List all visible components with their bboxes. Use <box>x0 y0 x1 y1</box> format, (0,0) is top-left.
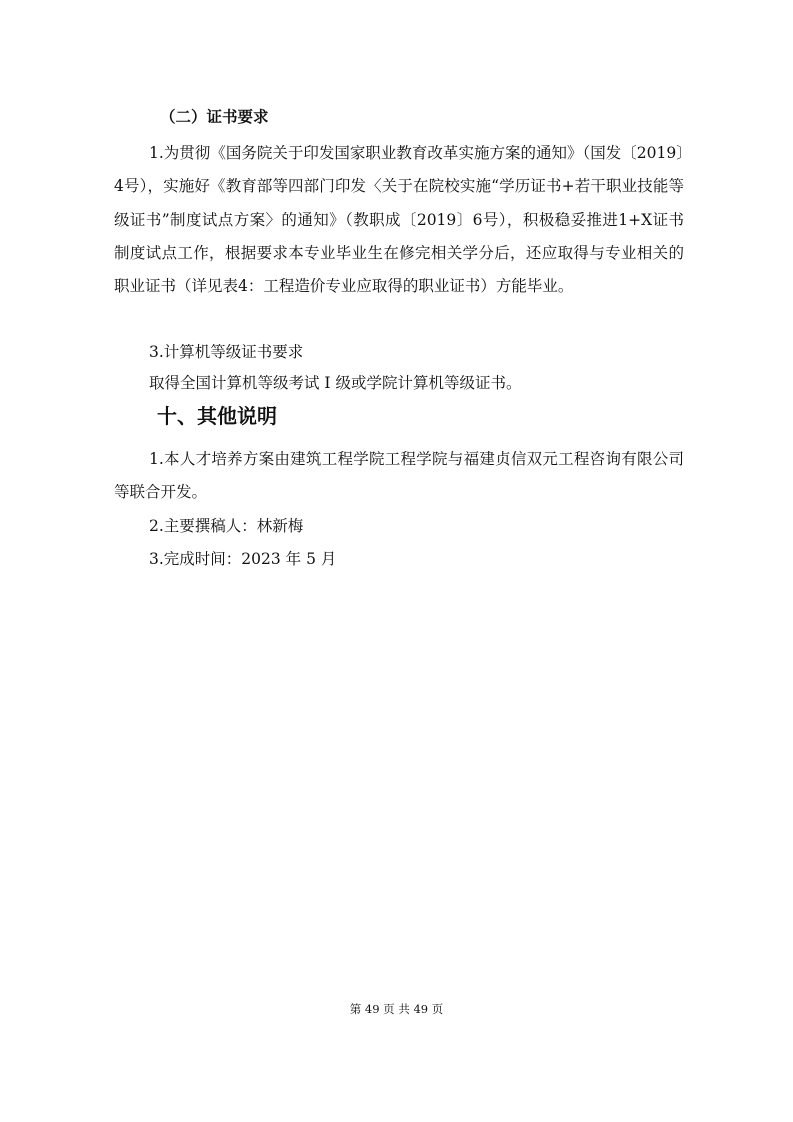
joint-development-paragraph: 1.本人才培养方案由建筑工程学院工程学院与福建贞信双元工程咨询有限公司等联合开发。 <box>114 450 684 502</box>
page-number-footer: 第 49 页 共 49 页 <box>349 1002 444 1016</box>
computer-certificate-text: 取得全国计算机等级考试 I 级或学院计算机等级证书。 <box>149 374 522 392</box>
certificate-requirements-heading: （二）证书要求 <box>160 108 269 126</box>
other-notes-heading: 十、其他说明 <box>157 404 277 428</box>
certificate-policy-paragraph: 1.为贯彻《国务院关于印发国家职业教育改革实施方案的通知》（国发〔2019〕4号），实施好《教育部等四部门印发〈关于在院校实施“学历证书+若干职业技能等级证书”制度试点方案〉的通知》（教职成〔2019〕6号），积极稳妥推进1+X证书制度试点工作，根据要求本专业毕业生在修完相关学分后，还应取得与专业相关的职业证书（详见表4：工程造价专业应取得的职业证书）方能毕业。 <box>114 144 684 296</box>
main-author-line: 2.主要撰稿人：林新梅 <box>149 517 304 535</box>
computer-certificate-title: 3.计算机等级证书要求 <box>149 343 304 361</box>
completion-date-line: 3.完成时间：2023 年 5 月 <box>149 550 337 568</box>
